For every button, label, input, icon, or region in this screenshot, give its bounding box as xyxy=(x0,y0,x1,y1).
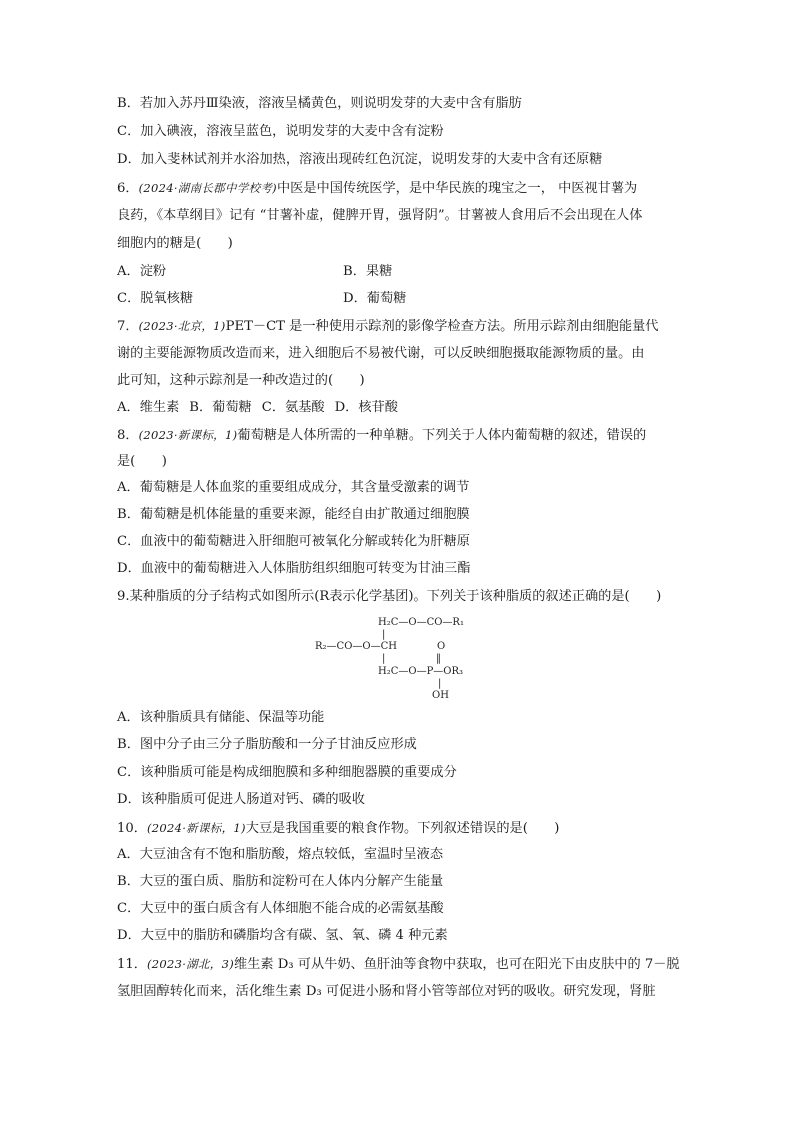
formula-o-top: O xyxy=(437,641,446,652)
q7-option-d: D．核苷酸 xyxy=(334,400,398,415)
formula-bond-top: | xyxy=(382,629,386,640)
q6-stem-line3: 细胞内的糖是( ) xyxy=(117,236,233,251)
q5-option-d: D．加入斐林试剂并水浴加热，溶液出现砖红色沉淀，说明发芽的大麦中含有还原糖 xyxy=(117,152,603,167)
phospholipid-structural-formula xyxy=(310,613,500,703)
q8-source: (2023·新课标，1) xyxy=(138,428,238,442)
formula-double-bond: ‖ xyxy=(436,653,441,664)
q8-stem-line1: 8．(2023·新课标，1)葡萄糖是人体所需的一种单糖。下列关于人体内葡萄糖的叙述，错误的 xyxy=(117,428,647,443)
q8-option-d: D．血液中的葡萄糖进入人体脂肪组织细胞可转变为甘油三酯 xyxy=(117,561,471,576)
q9-option-a: A．该种脂质具有储能、保温等功能 xyxy=(117,710,325,725)
q7-option-a: A．维生素 xyxy=(117,400,180,415)
q7-options xyxy=(117,398,683,418)
formula-row2: R₂—CO—O—CH xyxy=(315,641,397,652)
q11-stem-line1: 11．(2023·湖北，3)维生素 D₃ 可从牛奶、鱼肝油等食物中获取，也可在阳光下由皮肤中的 7－脱 xyxy=(117,957,680,972)
q9-stem: 9.某种脂质的分子结构式如图所示(R表示化学基团)。下列关于该种脂质的叙述正确的是( ) xyxy=(117,589,662,604)
q5-option-c: C．加入碘液，溶液呈蓝色，说明发芽的大麦中含有淀粉 xyxy=(117,124,444,139)
q10-option-a: A．大豆油含有不饱和脂肪酸，熔点较低，室温时呈液态 xyxy=(117,847,444,862)
q7-stem-line2: 谢的主要能源物质改造而来，进入细胞后不易被代谢，可以反映细胞摄取能源物质的量。由 xyxy=(117,346,645,361)
q10-option-b: B．大豆的蛋白质、脂肪和淀粉可在人体内分解产生能量 xyxy=(117,874,444,889)
q11-source: (2023·湖北，3) xyxy=(146,957,234,971)
q7-stem-line3: 此可知，这种示踪剂是一种改造过的( ) xyxy=(117,373,365,388)
formula-bond-mid: | xyxy=(382,653,386,664)
q8-option-a: A．葡萄糖是人体血浆的重要组成成分，其含量受激素的调节 xyxy=(117,480,470,495)
q6-source: (2024·湖南长郡中学校考) xyxy=(138,181,277,195)
formula-bond-bottom: | xyxy=(438,678,442,689)
q7-stem-line1: 7．(2023·北京，1)PET－CT 是一种使用示踪剂的影像学检查方法。所用示踪剂由细胞能量代 xyxy=(117,319,659,334)
formula-svg xyxy=(310,613,500,703)
q6-option-a: A．淀粉 xyxy=(117,264,167,279)
q6-stem-line2: 良药，《本草纲目》记有 “甘薯补虚，健脾开胃，强肾阴”。甘薯被人食用后不会出现在人体 xyxy=(117,208,643,223)
q10-source: (2024·新课标，1) xyxy=(146,821,246,835)
q8-stem-line2: 是( ) xyxy=(117,454,167,469)
formula-row3: H₂C—O—P—OR₃ xyxy=(378,666,464,677)
q6-options-row2 xyxy=(117,289,683,309)
q6-options-row1 xyxy=(117,262,683,282)
q8-option-c: C．血液中的葡萄糖进入肝细胞可被氧化分解或转化为肝糖原 xyxy=(117,534,470,549)
q6-option-c: C．脱氧核糖 xyxy=(117,291,194,306)
q7-option-c: C．氨基酸 xyxy=(261,400,325,415)
formula-oh: OH xyxy=(432,690,449,701)
q6-option-d: D．葡萄糖 xyxy=(343,291,407,306)
q9-option-c: C．该种脂质可能是构成细胞膜和多种细胞器膜的重要成分 xyxy=(117,765,457,780)
q8-option-b: B．葡萄糖是机体能量的重要来源，能经自由扩散通过细胞膜 xyxy=(117,507,470,522)
q5-option-b: B．若加入苏丹Ⅲ染液，溶液呈橘黄色，则说明发芽的大麦中含有脂肪 xyxy=(117,96,522,111)
q9-option-d: D．该种脂质可促进人肠道对钙、磷的吸收 xyxy=(117,792,365,807)
q10-option-c: C．大豆中的蛋白质含有人体细胞不能合成的必需氨基酸 xyxy=(117,901,444,916)
q6-stem-line1: 6．(2024·湖南长郡中学校考)中医是中国传统医学，是中华民族的瑰宝之一， 中医视甘薯为 xyxy=(117,181,638,196)
q6-option-b: B．果糖 xyxy=(343,264,393,279)
q9-option-b: B．图中分子由三分子脂肪酸和一分子甘油反应形成 xyxy=(117,737,417,752)
q7-option-b: B．葡萄糖 xyxy=(189,400,252,415)
formula-row1: H₂C—O—CO—R₁ xyxy=(378,617,464,628)
q10-stem: 10．(2024·新课标，1)大豆是我国重要的粮食作物。下列叙述错误的是( ) xyxy=(117,821,560,836)
q11-stem-line2: 氢胆固醇转化而来，活化维生素 D₃ 可促进小肠和肾小管等部位对钙的吸收。研究发现，肾脏 xyxy=(117,984,656,999)
q10-option-d: D．大豆中的脂肪和磷脂均含有碳、氢、氧、磷 4 种元素 xyxy=(117,928,448,943)
q7-source: (2023·北京，1) xyxy=(138,319,226,333)
